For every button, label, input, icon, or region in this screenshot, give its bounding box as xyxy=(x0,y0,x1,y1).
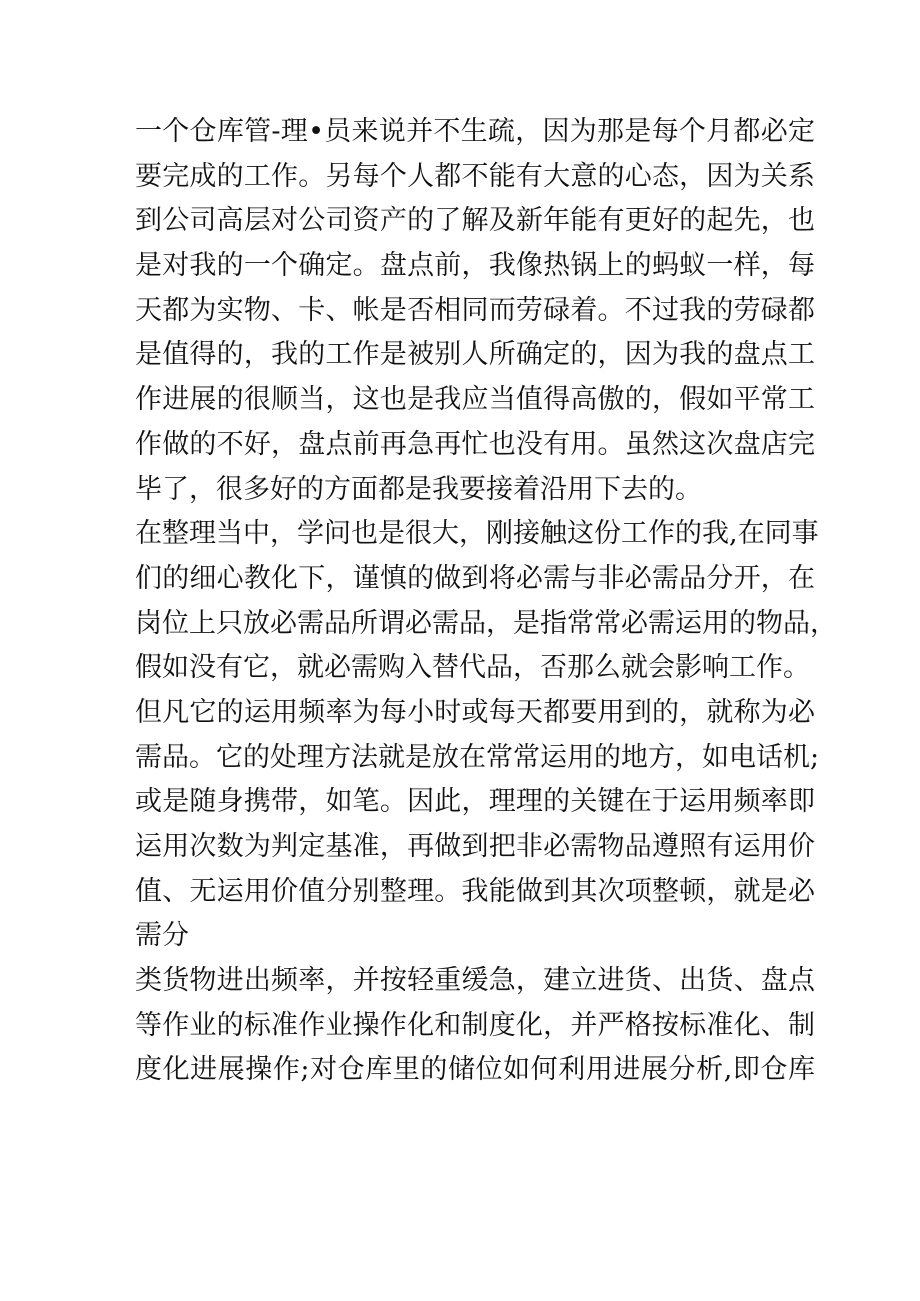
text-line: 等作业的标准作业操作化和制度化，并严格按标准化、制 xyxy=(135,1009,815,1041)
text-line: 作进展的很顺当，这也是我应当值得高傲的，假如平常工 xyxy=(135,384,815,416)
text-line: 需品。它的处理方法就是放在常常运用的地方，如电话机; xyxy=(135,741,820,773)
text-line: 作做的不好，盘点前再急再忙也没有用。虽然这次盘店完 xyxy=(135,428,815,460)
text-line: 值、无运用价值分别整理。我能做到其次项整顿，就是必 xyxy=(135,875,815,907)
text-line: 度化进展操作;对仓库里的储位如何利用进展分析,即仓库 xyxy=(135,1054,815,1086)
text-line: 在整理当中，学问也是很大，刚接触这份工作的我,在同事 xyxy=(135,518,819,550)
text-line: 一个仓库管-理•员来说并不生疏，因为那是每个月都必定 xyxy=(135,116,815,147)
text-line: 到公司高层对公司资产的了解及新年能有更好的起先，也 xyxy=(135,205,815,237)
text-line: 岗位上只放必需品所谓必需品，是指常常必需运用的物品， xyxy=(135,607,837,639)
text-line: 需分 xyxy=(135,920,189,952)
document-body xyxy=(135,110,837,1093)
text-line: 假如没有它，就必需购入替代品，否那么就会影响工作。 xyxy=(135,652,810,684)
text-line: 或是随身携带，如笔。因此，理理的关键在于运用频率即 xyxy=(135,786,815,818)
text-line: 天都为实物、卡、帐是否相同而劳碌着。不过我的劳碌都 xyxy=(135,294,815,326)
text-line: 类货物进出频率，并按轻重缓急，建立进货、出货、盘点 xyxy=(135,965,815,997)
text-line: 是值得的，我的工作是被别人所确定的，因为我的盘点工 xyxy=(135,339,815,371)
text-line: 运用次数为判定基准，再做到把非必需物品遵照有运用价 xyxy=(135,831,815,862)
text-line: 们的细心教化下，谨慎的做到将必需与非必需品分开，在 xyxy=(135,562,815,594)
text-line: 毕了，很多好的方面都是我要接着沿用下去的。 xyxy=(135,473,702,505)
text-line: 但凡它的运用频率为每小时或每天都要用到的，就称为必 xyxy=(135,696,815,728)
text-line: 要完成的工作。另每个人都不能有大意的心态，因为关系 xyxy=(135,160,815,192)
text-line: 是对我的一个确定。盘点前，我像热锅上的蚂蚁一样，每 xyxy=(135,250,815,282)
